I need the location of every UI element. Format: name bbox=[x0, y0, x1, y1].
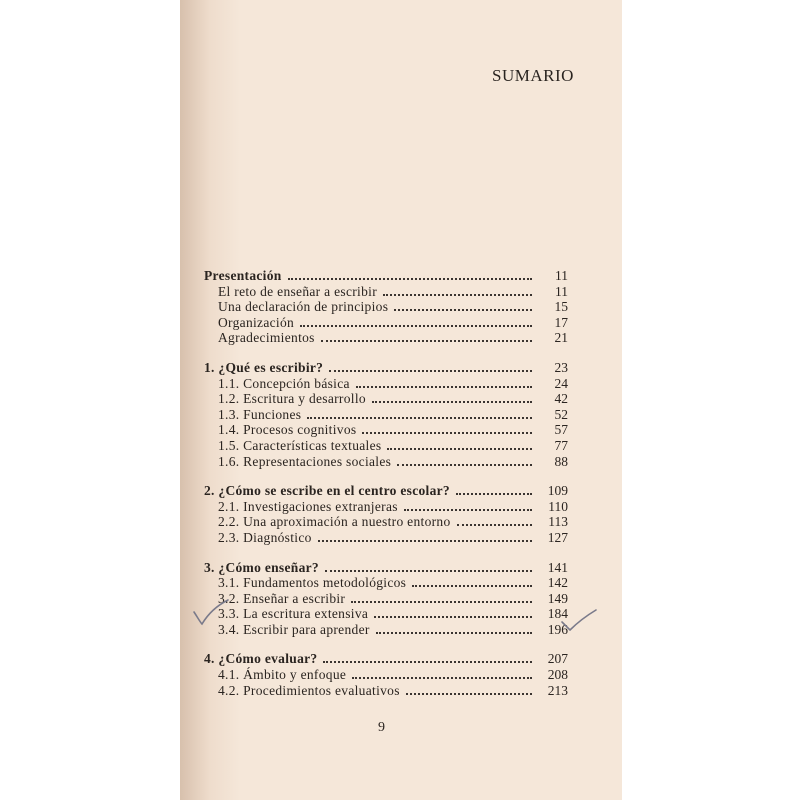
toc-entry-title: 1.1. Concepción básica bbox=[218, 375, 350, 391]
background-left bbox=[0, 0, 180, 800]
leader-dots bbox=[406, 683, 532, 695]
toc-entry-row[interactable] bbox=[204, 683, 568, 699]
toc-page-number: 52 bbox=[554, 406, 568, 422]
toc-entry-title: Organización bbox=[218, 314, 295, 330]
page-title: SUMARIO bbox=[492, 66, 574, 85]
toc-entry-title: 1.6. Representaciones sociales bbox=[218, 453, 392, 469]
toc-page-number: 110 bbox=[548, 498, 568, 514]
toc-page-number: 141 bbox=[547, 559, 568, 575]
toc-entry-title: El reto de enseñar a escribir bbox=[218, 283, 377, 299]
toc-page-number: 24 bbox=[554, 375, 568, 391]
leader-dots bbox=[374, 606, 532, 618]
toc-entry-title: 2.1. Investigaciones extranjeras bbox=[218, 498, 398, 514]
toc-section bbox=[204, 483, 568, 545]
toc-entry-title: 3.2. Enseñar a escribir bbox=[218, 590, 346, 606]
toc-section bbox=[204, 651, 568, 698]
toc-chapter-row[interactable] bbox=[204, 360, 568, 376]
leader-dots bbox=[356, 376, 532, 388]
toc-page-number: 42 bbox=[554, 391, 568, 407]
leader-dots bbox=[456, 483, 532, 495]
toc-entry-title: Agradecimientos bbox=[218, 330, 315, 346]
toc-page-number: 88 bbox=[554, 453, 568, 469]
page-number: 9 bbox=[378, 720, 385, 735]
toc-entry-title: 1.4. Procesos cognitivos bbox=[218, 422, 357, 438]
leader-dots bbox=[387, 438, 532, 450]
toc-chapter-title: 1. ¿Qué es escribir? bbox=[204, 359, 324, 375]
toc-section bbox=[204, 560, 568, 638]
toc-entry-title: 2.2. Una aproximación a nuestro entorno bbox=[218, 514, 451, 530]
toc-entry-title: 3.1. Fundamentos metodológicos bbox=[218, 575, 407, 591]
leader-dots bbox=[351, 591, 532, 603]
leader-dots bbox=[288, 268, 532, 280]
toc-entry-row[interactable] bbox=[204, 391, 568, 407]
toc-entry-title: 3.3. La escritura extensiva bbox=[218, 606, 369, 622]
toc-entry-title: Una declaración de principios bbox=[218, 299, 389, 315]
toc-chapter-row[interactable] bbox=[204, 560, 568, 576]
toc-entry-row[interactable] bbox=[204, 376, 568, 392]
pencil-check-mark-icon bbox=[560, 608, 600, 634]
toc-page-number: 21 bbox=[554, 330, 568, 346]
leader-dots bbox=[397, 454, 532, 466]
toc-entry-row[interactable] bbox=[204, 315, 568, 331]
leader-dots bbox=[376, 622, 532, 634]
toc-chapter-title: 3. ¿Cómo enseñar? bbox=[204, 559, 319, 575]
toc-entry-row[interactable] bbox=[204, 530, 568, 546]
pencil-check-mark-icon bbox=[190, 598, 230, 628]
toc-entry-row[interactable] bbox=[204, 667, 568, 683]
toc-page-number: 23 bbox=[554, 359, 568, 375]
leader-dots bbox=[321, 330, 532, 342]
leader-dots bbox=[300, 315, 532, 327]
toc-chapter-row[interactable] bbox=[204, 651, 568, 667]
toc-entry-title: 3.4. Escribir para aprender bbox=[218, 621, 370, 637]
leader-dots bbox=[362, 422, 532, 434]
toc-entry-title: 4.2. Procedimientos evaluativos bbox=[218, 682, 400, 698]
toc-page-number: 207 bbox=[547, 651, 568, 667]
toc-entry-row[interactable] bbox=[204, 591, 568, 607]
toc-entry-row[interactable] bbox=[204, 438, 568, 454]
leader-dots bbox=[394, 299, 532, 311]
toc-page-number: 11 bbox=[555, 283, 568, 299]
table-of-contents bbox=[204, 268, 568, 712]
toc-page-number: 77 bbox=[554, 437, 568, 453]
leader-dots bbox=[372, 391, 532, 403]
toc-entry-row[interactable] bbox=[204, 284, 568, 300]
leader-dots bbox=[318, 530, 532, 542]
toc-entry-row[interactable] bbox=[204, 575, 568, 591]
toc-section bbox=[204, 268, 568, 346]
toc-section bbox=[204, 360, 568, 469]
leader-dots bbox=[412, 575, 532, 587]
toc-entry-row[interactable] bbox=[204, 622, 568, 638]
toc-entry-title: 4.1. Ámbito y enfoque bbox=[218, 667, 347, 683]
toc-page-number: 17 bbox=[554, 314, 568, 330]
toc-entry-title: 1.2. Escritura y desarrollo bbox=[218, 391, 366, 407]
toc-chapter-title: 4. ¿Cómo evaluar? bbox=[204, 651, 318, 667]
toc-chapter-title: 2. ¿Cómo se escribe en el centro escolar? bbox=[204, 483, 450, 499]
toc-page-number: 196 bbox=[547, 621, 568, 637]
leader-dots bbox=[329, 360, 532, 372]
toc-entry-row[interactable] bbox=[204, 422, 568, 438]
toc-entry-title: 1.5. Características textuales bbox=[218, 437, 382, 453]
toc-page-number: 57 bbox=[554, 422, 568, 438]
toc-page-number: 127 bbox=[547, 529, 568, 545]
toc-chapter-row[interactable] bbox=[204, 268, 568, 284]
toc-page-number: 208 bbox=[547, 667, 568, 683]
toc-entry-row[interactable] bbox=[204, 514, 568, 530]
toc-entry-title: 2.3. Diagnóstico bbox=[218, 529, 312, 545]
toc-page-number: 142 bbox=[547, 575, 568, 591]
toc-entry-row[interactable] bbox=[204, 499, 568, 515]
leader-dots bbox=[307, 407, 532, 419]
toc-page-number: 15 bbox=[554, 299, 568, 315]
toc-entry-row[interactable] bbox=[204, 407, 568, 423]
toc-page-number: 113 bbox=[548, 514, 568, 530]
toc-page-number: 11 bbox=[555, 268, 568, 283]
leader-dots bbox=[383, 284, 532, 296]
toc-chapter-title: Presentación bbox=[204, 268, 282, 283]
toc-page-number: 109 bbox=[547, 483, 568, 499]
leader-dots bbox=[352, 667, 532, 679]
leader-dots bbox=[457, 514, 532, 526]
toc-page-number: 149 bbox=[547, 590, 568, 606]
toc-entry-row[interactable] bbox=[204, 454, 568, 470]
toc-chapter-row[interactable] bbox=[204, 483, 568, 499]
toc-page-number: 184 bbox=[547, 606, 568, 622]
toc-entry-row[interactable] bbox=[204, 299, 568, 315]
toc-entry-title: 1.3. Funciones bbox=[218, 406, 302, 422]
leader-dots bbox=[325, 560, 532, 572]
leader-dots bbox=[323, 651, 532, 663]
toc-entry-row[interactable] bbox=[204, 606, 568, 622]
leader-dots bbox=[404, 499, 532, 511]
toc-page-number: 213 bbox=[547, 682, 568, 698]
toc-entry-row[interactable] bbox=[204, 330, 568, 346]
